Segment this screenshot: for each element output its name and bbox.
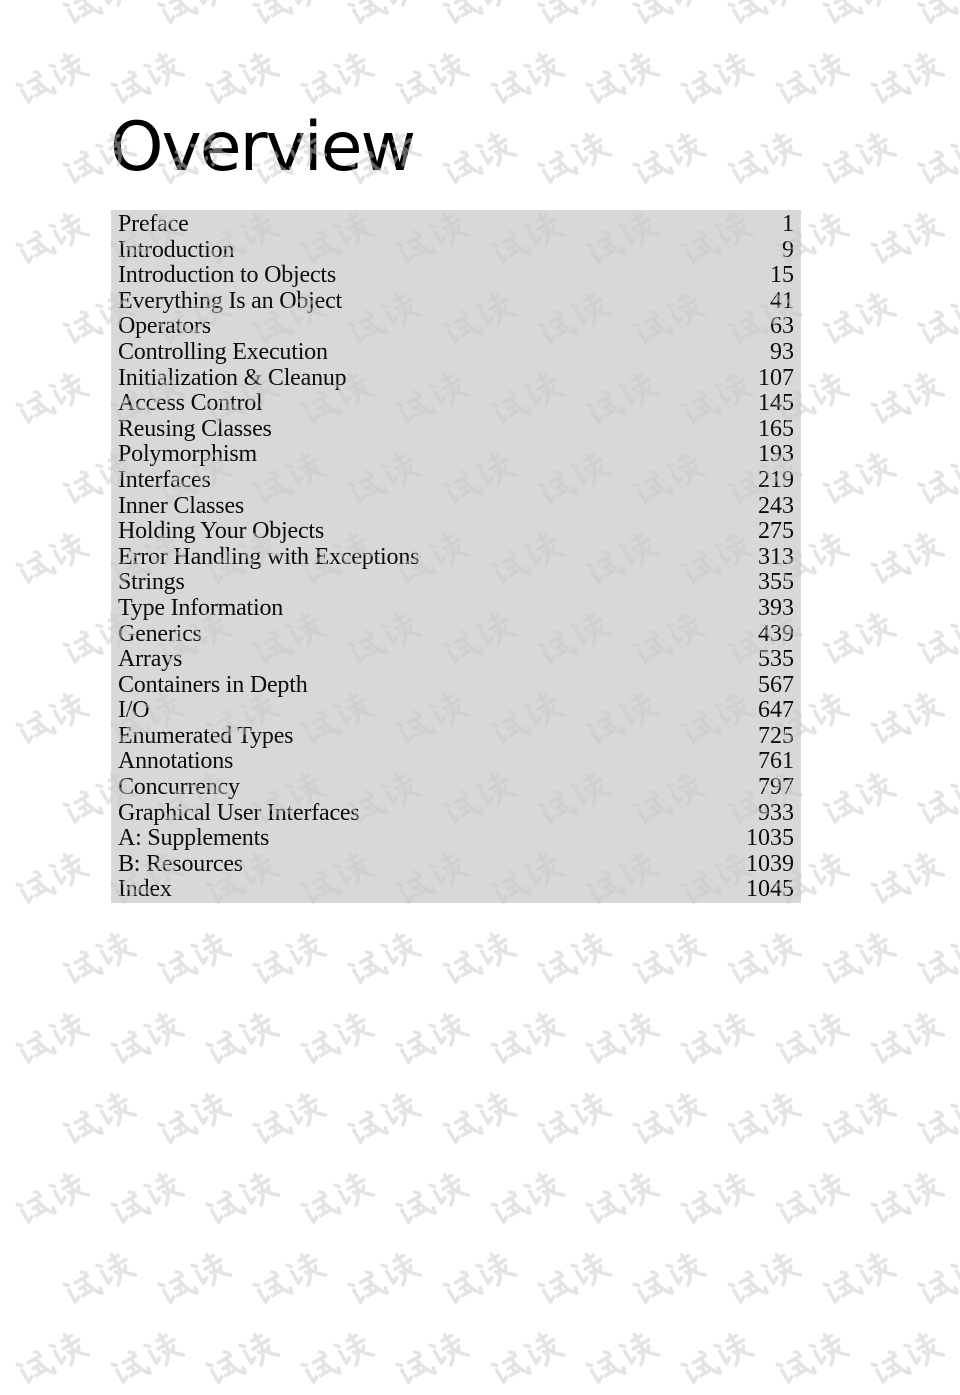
watermark-stamp — [198, 45, 283, 116]
watermark-stamp — [150, 925, 235, 996]
watermark-stamp — [435, 125, 520, 196]
toc-row — [118, 519, 794, 545]
toc-row — [118, 596, 794, 622]
toc-row — [118, 263, 794, 289]
toc-entry-page: 1045 — [746, 876, 794, 903]
watermark-stamp — [103, 1325, 188, 1395]
watermark-stamp — [8, 1005, 93, 1076]
watermark-stamp — [910, 925, 960, 996]
watermark-stamp — [8, 1165, 93, 1236]
watermark-stamp — [293, 1165, 378, 1236]
watermark-stamp — [8, 205, 93, 276]
watermark-stamp — [293, 1005, 378, 1076]
toc-row — [118, 877, 794, 903]
watermark-stamp — [815, 1245, 900, 1316]
watermark-stamp — [8, 685, 93, 756]
page-title: Overview — [110, 108, 415, 187]
watermark-stamp — [768, 1005, 853, 1076]
watermark-stamp — [673, 45, 758, 116]
toc-row — [118, 366, 794, 392]
toc-entry-page: 41 — [770, 287, 794, 314]
watermark-stamp — [578, 1325, 663, 1395]
toc-row — [118, 340, 794, 366]
toc-row — [118, 647, 794, 673]
watermark-stamp — [625, 1245, 710, 1316]
toc-entry-page: 243 — [758, 492, 794, 519]
watermark-stamp — [768, 1165, 853, 1236]
watermark-stamp — [815, 285, 900, 356]
toc-entry-page: 219 — [758, 466, 794, 493]
watermark-stamp — [863, 205, 948, 276]
watermark-stamp — [245, 0, 330, 35]
toc-row — [118, 494, 794, 520]
toc-row — [118, 698, 794, 724]
toc-row — [118, 289, 794, 315]
toc-entry-title: Annotations — [118, 748, 234, 775]
watermark-stamp — [625, 925, 710, 996]
watermark-stamp — [530, 1245, 615, 1316]
toc-entry-title: Everything Is an Object — [118, 287, 342, 314]
toc-row — [118, 570, 794, 596]
watermark-stamp — [578, 45, 663, 116]
toc-row — [118, 673, 794, 699]
watermark-stamp — [388, 1005, 473, 1076]
toc-row — [118, 468, 794, 494]
toc-entry-title: Introduction to Objects — [118, 262, 337, 289]
toc-row — [118, 314, 794, 340]
watermark-stamp — [435, 1245, 520, 1316]
watermark-stamp — [150, 0, 235, 35]
watermark-stamp — [863, 45, 948, 116]
watermark-stamp — [625, 125, 710, 196]
watermark-stamp — [720, 1085, 805, 1156]
watermark-stamp — [483, 1005, 568, 1076]
watermark-stamp — [388, 45, 473, 116]
watermark-stamp — [673, 1325, 758, 1395]
watermark-stamp — [435, 1085, 520, 1156]
toc-entry-title: Strings — [118, 569, 185, 596]
watermark-stamp — [768, 45, 853, 116]
watermark-stamp — [340, 0, 425, 35]
toc-entry-title: Initialization & Cleanup — [118, 364, 347, 391]
watermark-stamp — [910, 125, 960, 196]
toc-entry-title: Access Control — [118, 390, 263, 417]
toc-entry-page: 797 — [758, 774, 794, 801]
toc-entry-title: I/O — [118, 697, 150, 724]
toc-entry-page: 647 — [758, 697, 794, 724]
watermark-stamp — [8, 525, 93, 596]
watermark-stamp — [8, 365, 93, 436]
watermark-stamp — [863, 1005, 948, 1076]
toc-entry-title: Interfaces — [118, 466, 211, 493]
watermark-stamp — [245, 1085, 330, 1156]
watermark-stamp — [340, 1085, 425, 1156]
watermark-stamp — [483, 1165, 568, 1236]
watermark-stamp — [768, 1325, 853, 1395]
watermark-stamp — [863, 845, 948, 916]
watermark-stamp — [530, 125, 615, 196]
toc-row — [118, 749, 794, 775]
watermark-stamp — [863, 365, 948, 436]
toc-entry-page: 275 — [758, 518, 794, 545]
watermark-stamp — [815, 765, 900, 836]
toc-entry-page: 313 — [758, 543, 794, 570]
watermark-stamp — [863, 525, 948, 596]
toc-entry-page: 439 — [758, 620, 794, 647]
watermark-stamp — [863, 1325, 948, 1395]
watermark-stamp — [530, 0, 615, 35]
watermark-stamp — [55, 0, 140, 35]
toc-entry-page: 1035 — [746, 825, 794, 852]
watermark-stamp — [720, 0, 805, 35]
toc-entry-page: 761 — [758, 748, 794, 775]
toc-entry-page: 1039 — [746, 850, 794, 877]
toc-row — [118, 238, 794, 264]
toc-entry-title: Containers in Depth — [118, 671, 308, 698]
watermark-stamp — [340, 925, 425, 996]
watermark-stamp — [910, 445, 960, 516]
toc-entry-title: Controlling Execution — [118, 338, 328, 365]
watermark-stamp — [910, 1085, 960, 1156]
watermark-stamp — [198, 1325, 283, 1395]
watermark-stamp — [245, 1245, 330, 1316]
toc-row — [118, 801, 794, 827]
toc-entry-page: 567 — [758, 671, 794, 698]
watermark-stamp — [863, 685, 948, 756]
watermark-stamp — [720, 125, 805, 196]
watermark-stamp — [293, 45, 378, 116]
toc-entry-page: 535 — [758, 646, 794, 673]
toc-entry-title: Preface — [118, 211, 189, 237]
watermark-stamp — [340, 1245, 425, 1316]
toc-entry-title: Error Handling with Exceptions — [118, 543, 420, 570]
watermark-stamp — [55, 925, 140, 996]
watermark-stamp — [293, 1325, 378, 1395]
watermark-stamp — [815, 605, 900, 676]
watermark-stamp — [625, 0, 710, 35]
toc-entry-title: Index — [118, 876, 172, 903]
watermark-stamp — [910, 285, 960, 356]
toc-row — [118, 442, 794, 468]
watermark-stamp — [673, 1165, 758, 1236]
toc-row — [118, 545, 794, 571]
watermark-stamp — [815, 925, 900, 996]
toc-entry-page: 193 — [758, 441, 794, 468]
watermark-stamp — [578, 1165, 663, 1236]
toc-row — [118, 212, 794, 238]
watermark-stamp — [103, 45, 188, 116]
toc-row — [118, 622, 794, 648]
watermark-stamp — [815, 125, 900, 196]
toc-entry-page: 93 — [770, 338, 794, 365]
toc-entry-page: 355 — [758, 569, 794, 596]
watermark-stamp — [530, 925, 615, 996]
watermark-stamp — [863, 1165, 948, 1236]
watermark-stamp — [910, 765, 960, 836]
watermark-stamp — [483, 1325, 568, 1395]
watermark-stamp — [388, 1325, 473, 1395]
watermark-stamp — [8, 845, 93, 916]
watermark-stamp — [8, 45, 93, 116]
watermark-stamp — [55, 1245, 140, 1316]
toc-row — [118, 724, 794, 750]
watermark-stamp — [435, 925, 520, 996]
watermark-stamp — [435, 0, 520, 35]
watermark-stamp — [388, 1165, 473, 1236]
watermark-stamp — [198, 1165, 283, 1236]
watermark-stamp — [578, 1005, 663, 1076]
watermark-stamp — [8, 1325, 93, 1395]
watermark-stamp — [910, 605, 960, 676]
watermark-stamp — [815, 0, 900, 35]
toc-entry-title: Arrays — [118, 646, 183, 673]
toc-entry-page: 933 — [758, 799, 794, 826]
toc-entry-title: A: Supplements — [118, 825, 270, 852]
toc-entry-title: Reusing Classes — [118, 415, 272, 442]
toc-entry-page: 145 — [758, 390, 794, 417]
watermark-stamp — [103, 1165, 188, 1236]
watermark-stamp — [720, 1245, 805, 1316]
toc-row — [118, 775, 794, 801]
toc-entry-title: Polymorphism — [118, 441, 257, 468]
watermark-stamp — [720, 925, 805, 996]
watermark-stamp — [483, 45, 568, 116]
watermark-stamp — [673, 1005, 758, 1076]
toc-entry-title: Enumerated Types — [118, 722, 294, 749]
toc-entry-title: Holding Your Objects — [118, 518, 325, 545]
toc-row — [118, 826, 794, 852]
toc-entry-page: 725 — [758, 722, 794, 749]
toc-row — [118, 391, 794, 417]
toc-entry-page: 1 — [782, 211, 794, 237]
toc-entry-title: Concurrency — [118, 774, 240, 801]
watermark-stamp — [198, 1005, 283, 1076]
toc-table — [111, 210, 801, 903]
toc-entry-title: Operators — [118, 313, 211, 340]
toc-entry-page: 165 — [758, 415, 794, 442]
toc-entry-page: 9 — [782, 236, 794, 263]
toc-entry-page: 393 — [758, 594, 794, 621]
watermark-stamp — [530, 1085, 615, 1156]
watermark-stamp — [150, 1245, 235, 1316]
watermark-stamp — [910, 1245, 960, 1316]
watermark-stamp — [625, 1085, 710, 1156]
watermark-stamp — [55, 1085, 140, 1156]
watermark-stamp — [910, 0, 960, 35]
watermark-stamp — [815, 445, 900, 516]
toc-entry-page: 63 — [770, 313, 794, 340]
watermark-stamp — [815, 1085, 900, 1156]
toc-row — [118, 852, 794, 878]
watermark-stamp — [245, 925, 330, 996]
toc-row — [118, 417, 794, 443]
watermark-stamp — [150, 1085, 235, 1156]
toc-entry-page: 15 — [770, 262, 794, 289]
toc-entry-title: Type Information — [118, 594, 284, 621]
toc-entry-title: Graphical User Interfaces — [118, 799, 360, 826]
toc-entry-title: B: Resources — [118, 850, 243, 877]
toc-entry-page: 107 — [758, 364, 794, 391]
toc-entry-title: Generics — [118, 620, 202, 647]
toc-entry-title: Introduction — [118, 236, 235, 263]
toc-entry-title: Inner Classes — [118, 492, 245, 519]
watermark-stamp — [103, 1005, 188, 1076]
